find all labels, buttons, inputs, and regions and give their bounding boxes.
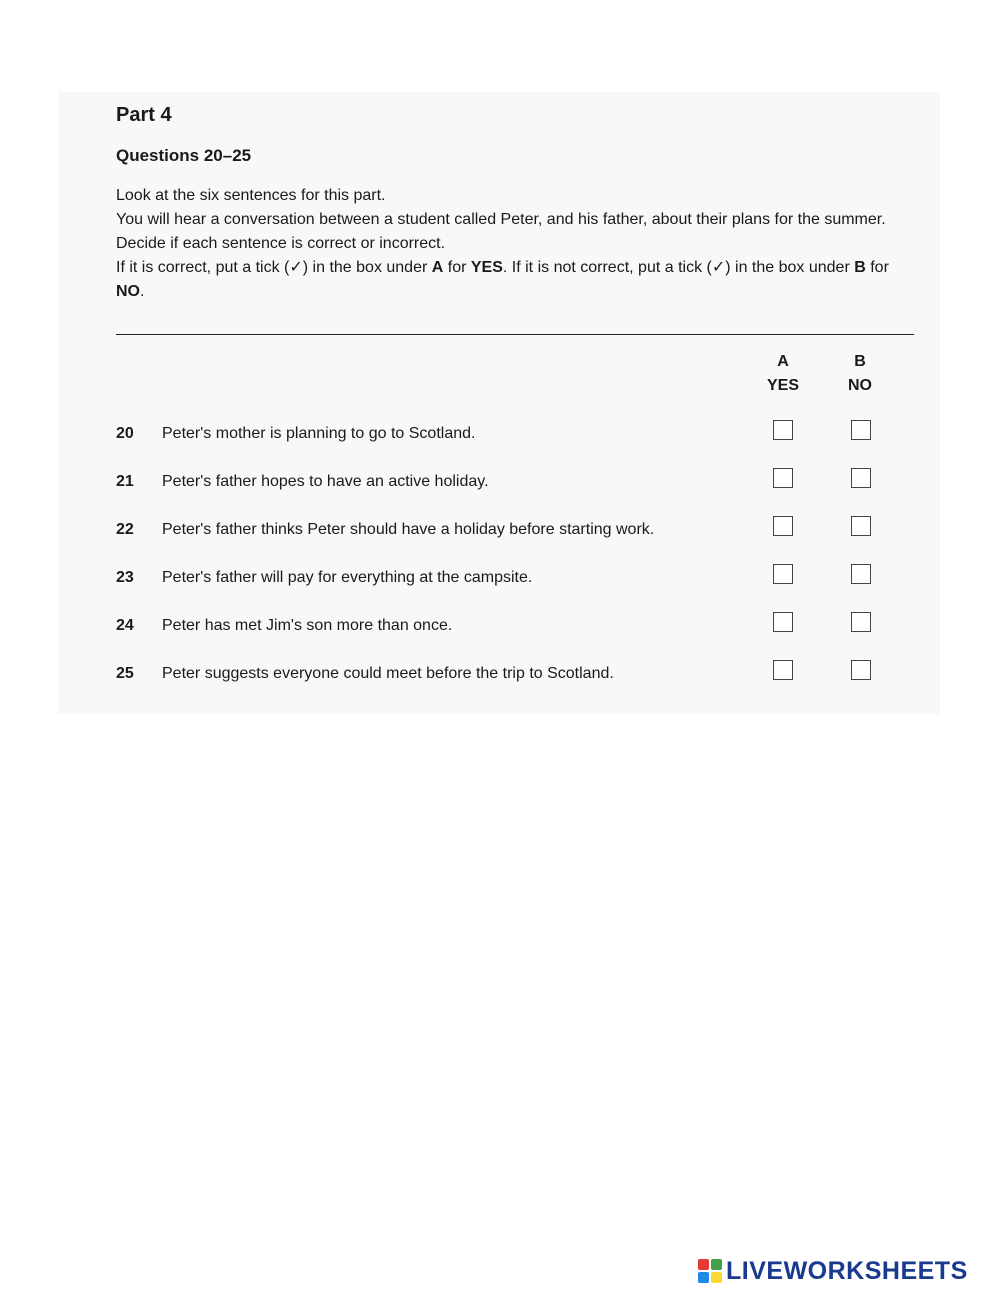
question-row [116,516,916,546]
part-title: Part 4 [116,104,172,126]
questions-title: Questions 20–25 [116,146,252,165]
brand-name: LIVEWORKSHEETS [726,1256,968,1285]
logo-square [711,1272,722,1283]
instructions [116,184,916,304]
question-number: 21 [116,473,134,490]
logo-square [711,1259,722,1270]
logo-icon [698,1259,722,1283]
question-text: Peter's mother is planning to go to Scotland. [162,425,476,442]
logo-square [698,1272,709,1283]
yes-checkbox[interactable] [773,420,793,440]
question-number: 23 [116,569,134,586]
question-text: Peter's father will pay for everything at the campsite. [162,569,533,586]
no-checkbox[interactable] [851,516,871,536]
question-text: Peter has met Jim's son more than once. [162,617,453,634]
instruction-line: Decide if each sentence is correct or incorrect. [116,235,446,252]
question-number: 22 [116,521,134,538]
no-checkbox[interactable] [851,564,871,584]
column-a-letter: A [777,353,789,370]
no-checkbox[interactable] [851,612,871,632]
yes-checkbox[interactable] [773,564,793,584]
instruction-line: Look at the six sentences for this part. [116,187,386,204]
question-number: 25 [116,665,134,682]
no-checkbox[interactable] [851,468,871,488]
question-text: Peter's father thinks Peter should have a holiday before starting work. [162,521,655,538]
question-row [116,612,916,642]
question-text: Peter's father hopes to have an active holiday. [162,473,489,490]
yes-checkbox[interactable] [773,660,793,680]
instruction-line: You will hear a conversation between a student called Peter, and his father, about their plans for the summer. [116,211,886,228]
column-a-label: YES [766,377,799,394]
yes-checkbox[interactable] [773,468,793,488]
yes-checkbox[interactable] [773,516,793,536]
question-text: Peter suggests everyone could meet before the trip to Scotland. [162,665,614,682]
column-header-b [830,350,890,398]
column-b-label: NO [848,377,872,394]
question-row [116,420,916,450]
liveworksheets-logo[interactable] [698,1258,968,1284]
question-row [116,468,916,498]
no-checkbox[interactable] [851,420,871,440]
instruction-line: If it is correct, put a tick (✓) in the box under A for YES. If it is not correct, put a tick (✓) in the box under B for NO. [116,259,889,300]
divider [116,334,914,335]
no-checkbox[interactable] [851,660,871,680]
column-header-a [753,350,813,398]
column-b-letter: B [854,353,866,370]
question-number: 24 [116,617,134,634]
question-number: 20 [116,425,134,442]
yes-checkbox[interactable] [773,612,793,632]
logo-square [698,1259,709,1270]
question-row [116,660,916,690]
question-row [116,564,916,594]
